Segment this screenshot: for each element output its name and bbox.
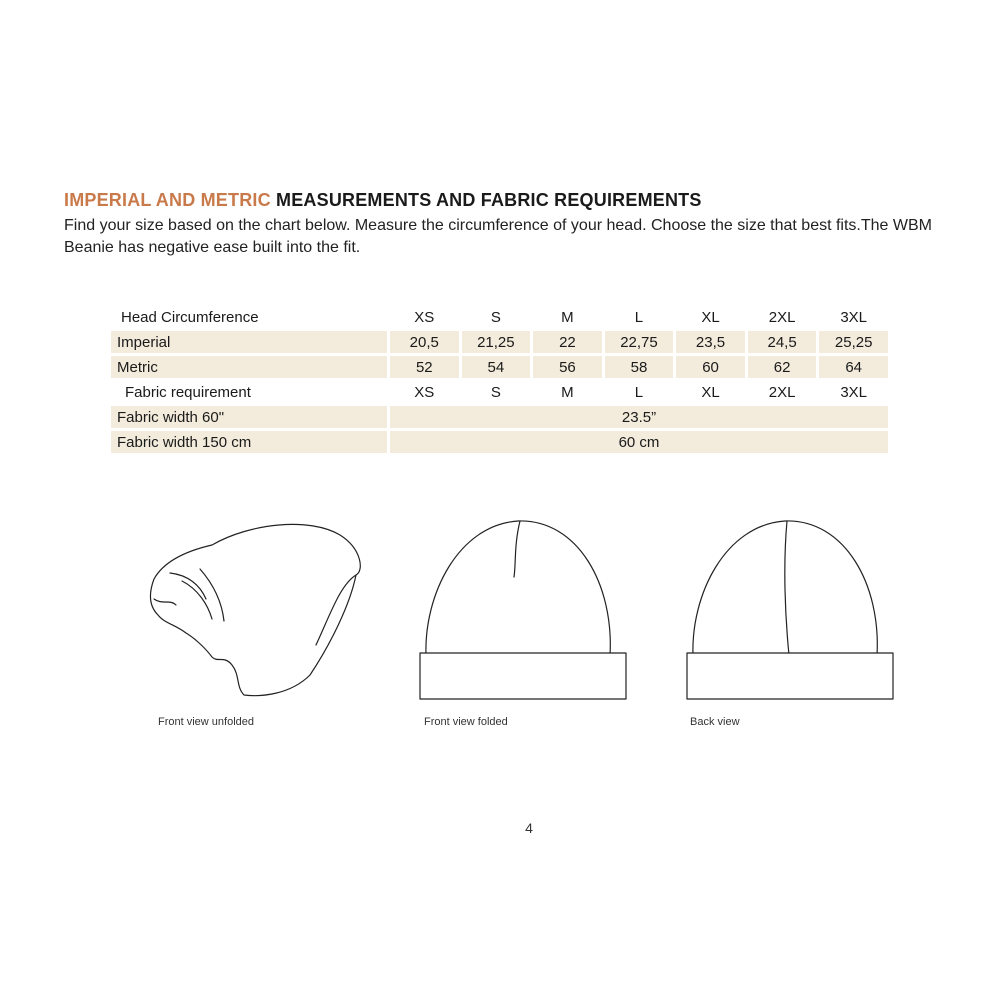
size-header: M bbox=[561, 383, 574, 401]
table-cell: 25,25 bbox=[819, 331, 888, 353]
table-cell: 20,5 bbox=[390, 331, 459, 353]
size-header: S bbox=[490, 308, 501, 326]
size-header: S bbox=[490, 383, 501, 401]
size-header: XS bbox=[414, 383, 435, 401]
table-cell: 22 bbox=[533, 331, 602, 353]
fabric-width-150-row bbox=[111, 431, 888, 453]
beanie-folded-illustration bbox=[418, 515, 630, 705]
table-cell: 23,5 bbox=[676, 331, 745, 353]
beanie-unfolded-illustration bbox=[140, 515, 370, 705]
table-cell: 21,25 bbox=[462, 331, 531, 353]
table-cell: 54 bbox=[462, 356, 531, 378]
intro-text: Find your size based on the chart below. Measure the circumference of your head. Choose the size that best fits.The WBM Beanie has negative ease built into the fit. bbox=[64, 217, 932, 256]
table-cell: 52 bbox=[390, 356, 459, 378]
beanie-back-illustration bbox=[685, 515, 897, 705]
fabric-requirement-label: Fabric requirement bbox=[125, 383, 251, 401]
table-cell: 24,5 bbox=[748, 331, 817, 353]
fabric-width-60-row bbox=[111, 406, 888, 428]
row-label: Fabric width 60" bbox=[111, 406, 387, 428]
size-header: L bbox=[634, 308, 644, 326]
table-cell: 64 bbox=[819, 356, 888, 378]
caption-back: Back view bbox=[690, 716, 740, 728]
size-header: XS bbox=[414, 308, 435, 326]
table-cell: 60 cm bbox=[390, 431, 888, 453]
size-header: 3XL bbox=[840, 308, 868, 326]
row-label: Fabric width 150 cm bbox=[111, 431, 387, 453]
head-circumference-header-row bbox=[111, 306, 888, 328]
section-heading bbox=[64, 190, 702, 211]
caption-front-folded: Front view folded bbox=[424, 716, 508, 728]
fabric-requirement-header-row bbox=[111, 381, 888, 403]
page-number: 4 bbox=[525, 820, 533, 836]
size-header: XL bbox=[701, 383, 720, 401]
head-circumference-label: Head Circumference bbox=[121, 308, 259, 326]
size-chart-table bbox=[108, 303, 891, 456]
size-header: 3XL bbox=[840, 383, 868, 401]
size-header: 2XL bbox=[768, 308, 796, 326]
table-cell: 56 bbox=[533, 356, 602, 378]
row-label: Imperial bbox=[111, 331, 387, 353]
table-cell: 62 bbox=[748, 356, 817, 378]
imperial-row bbox=[111, 331, 888, 353]
size-header: XL bbox=[701, 308, 720, 326]
row-label: Metric bbox=[111, 356, 387, 378]
size-header: 2XL bbox=[768, 383, 796, 401]
metric-row bbox=[111, 356, 888, 378]
size-header: L bbox=[634, 383, 644, 401]
size-header: M bbox=[561, 308, 574, 326]
table-cell: 22,75 bbox=[605, 331, 674, 353]
heading-accent: IMPERIAL AND METRIC bbox=[64, 190, 271, 210]
table-cell: 60 bbox=[676, 356, 745, 378]
table-cell: 58 bbox=[605, 356, 674, 378]
table-cell: 23.5” bbox=[390, 406, 888, 428]
heading-rest: MEASUREMENTS AND FABRIC REQUIREMENTS bbox=[276, 190, 702, 210]
caption-front-unfolded: Front view unfolded bbox=[158, 716, 254, 728]
